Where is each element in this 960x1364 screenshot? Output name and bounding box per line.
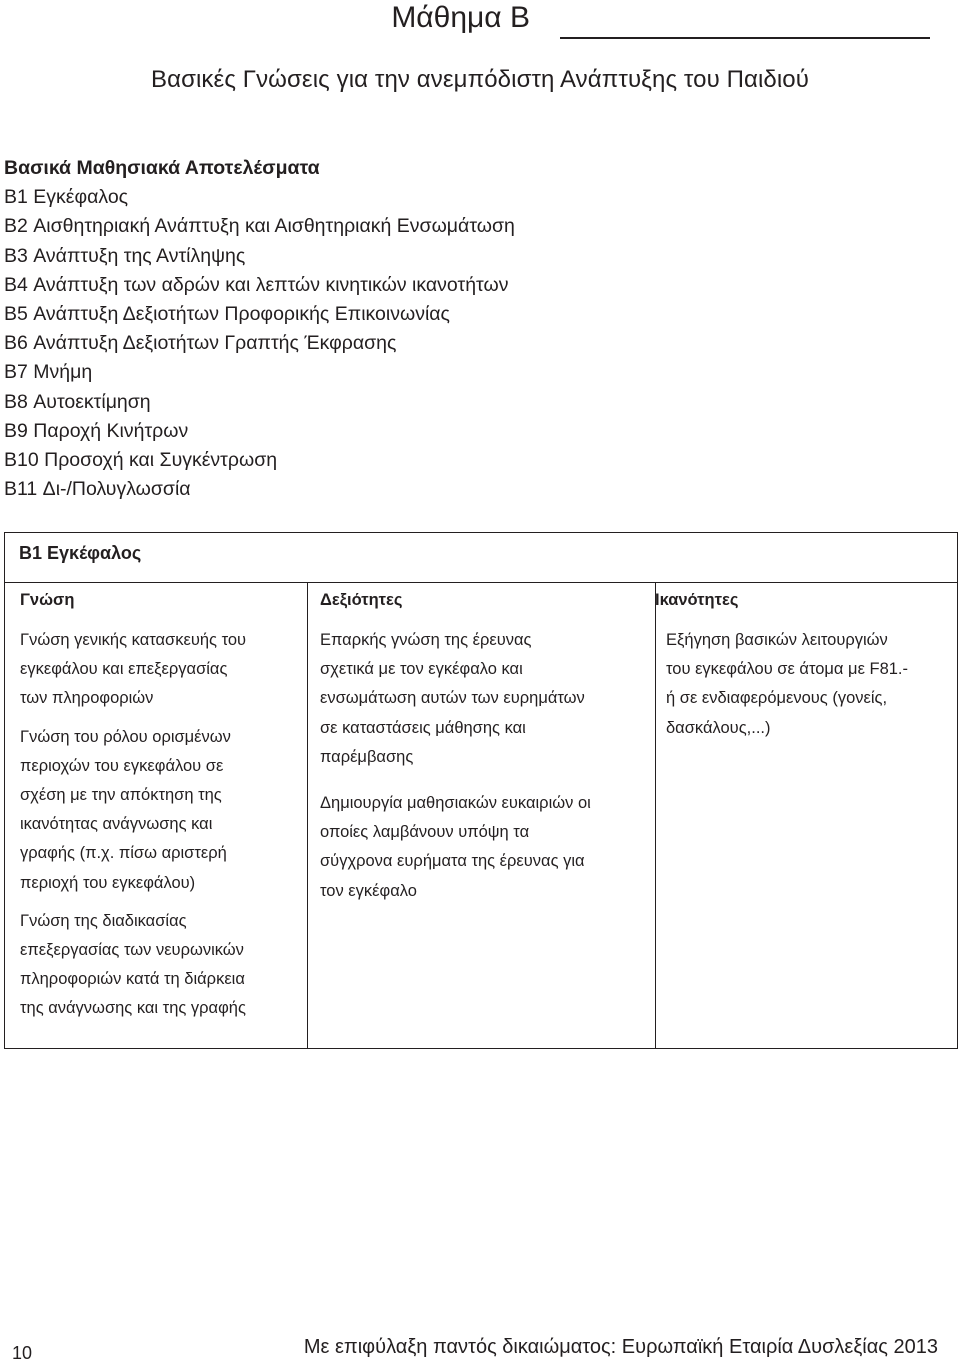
text-line: Δημιουργία μαθησιακών ευκαιριών οι: [320, 794, 591, 813]
text-line: σχετικά με τον εγκέφαλο και: [320, 660, 523, 679]
lesson-title: Μάθημα Β: [391, 1, 530, 34]
outcome-item: B5 Ανάπτυξη Δεξιοτήτων Προφορικής Επικοινωνίας: [4, 303, 450, 326]
outcome-item: B7 Μνήμη: [4, 361, 93, 384]
knowledge-paragraph: [20, 723, 246, 898]
knowledge-paragraph: [20, 626, 246, 714]
text-line: εγκεφάλου και επεξεργασίας: [20, 660, 228, 679]
title-rule: [560, 37, 930, 39]
outcome-item: B10 Προσοχή και Συγκέντρωση: [4, 449, 278, 472]
outcome-item: B4 Ανάπτυξη των αδρών και λεπτών κινητικών ικανοτήτων: [4, 273, 509, 296]
section-header-box: [4, 532, 958, 582]
text-line: οποίες λαμβάνουν υπόψη τα: [320, 823, 530, 842]
outcome-item: B3 Ανάπτυξη της Αντίληψης: [4, 244, 246, 267]
text-line: ενσωμάτωση αυτών των ευρημάτων: [320, 689, 585, 708]
competence-table: [4, 582, 958, 1049]
text-line: σχέση με την απόκτηση της: [20, 786, 222, 805]
outcome-item: B9 Παροχή Κινήτρων: [4, 419, 189, 442]
outcome-item: B1 Εγκέφαλος: [4, 186, 129, 209]
text-line: επεξεργασίας των νευρωνικών: [20, 941, 244, 960]
skills-paragraph: [320, 789, 591, 906]
knowledge-paragraph: [20, 907, 246, 1024]
text-line: Εξήγηση βασικών λειτουργιών: [666, 631, 888, 649]
text-line: παρέμβασης: [320, 747, 414, 766]
text-line: ικανότητας ανάγνωσης και: [20, 815, 213, 834]
text-line: των πληροφοριών: [20, 689, 154, 708]
text-line: γραφής (π.χ. πίσω αριστερή: [20, 844, 227, 863]
outcomes-heading: Βασικά Μαθησιακά Αποτελέσματα: [4, 157, 320, 179]
text-line: Γνώση του ρόλου ορισμένων: [20, 727, 231, 746]
column-header-skills: Δεξιότητες: [320, 591, 403, 609]
knowledge-column: [20, 626, 246, 1033]
text-line: Γνώση της διαδικασίας: [20, 911, 187, 930]
text-line: περιοχών του εγκεφάλου σε: [20, 756, 224, 775]
text-line: πληροφοριών κατά τη διάρκεια: [20, 970, 245, 989]
outcome-item: B8 Αυτοεκτίμηση: [4, 390, 151, 413]
text-line: του εγκεφάλου σε άτομα με F81.-: [666, 660, 909, 679]
text-line: της ανάγνωσης και της γραφής: [20, 999, 246, 1018]
column-divider: [655, 583, 656, 1048]
outcome-item: B11 Δι-/Πολυγλωσσία: [4, 478, 191, 501]
section-title: B1 Εγκέφαλος: [19, 543, 142, 563]
text-line: Γνώση γενικής κατασκευής του: [20, 631, 247, 649]
subtitle: Βασικές Γνώσεις για την ανεμπόδιστη Ανάπτυξης του Παιδιού: [151, 66, 809, 93]
text-line: Επαρκής γνώση της έρευνας: [320, 631, 532, 649]
outcome-item: B6 Ανάπτυξη Δεξιοτήτων Γραπτής Έκφρασης: [4, 332, 397, 355]
text-line: περιοχή του εγκεφάλου): [20, 873, 196, 892]
copyright-notice: Με επιφύλαξη παντός δικαιώματος: Ευρωπαϊκή Εταιρία Δυσλεξίας 2013: [303, 1336, 938, 1358]
competences-paragraph: [666, 626, 908, 743]
text-line: ή σε ενδιαφερόμενους (γονείς,: [666, 689, 888, 708]
page-number: 10: [12, 1343, 33, 1363]
outcome-item: B2 Αισθητηριακή Ανάπτυξη και Αισθητηριακή Ενσωμάτωση: [4, 215, 515, 238]
text-line: σύγχρονα ευρήματα της έρευνας για: [320, 852, 585, 871]
column-header-competences: Ικανότητες: [655, 591, 739, 609]
column-divider: [307, 583, 308, 1048]
text-line: σε καταστάσεις μάθησης και: [320, 718, 526, 737]
column-header-knowledge: Γνώση: [20, 591, 75, 609]
competences-column: [666, 626, 908, 752]
text-line: τον εγκέφαλο: [320, 881, 417, 900]
text-line: δασκάλους,...): [666, 718, 771, 737]
skills-paragraph: [320, 626, 591, 772]
learning-outcomes: [4, 154, 515, 504]
skills-column: [320, 626, 591, 915]
